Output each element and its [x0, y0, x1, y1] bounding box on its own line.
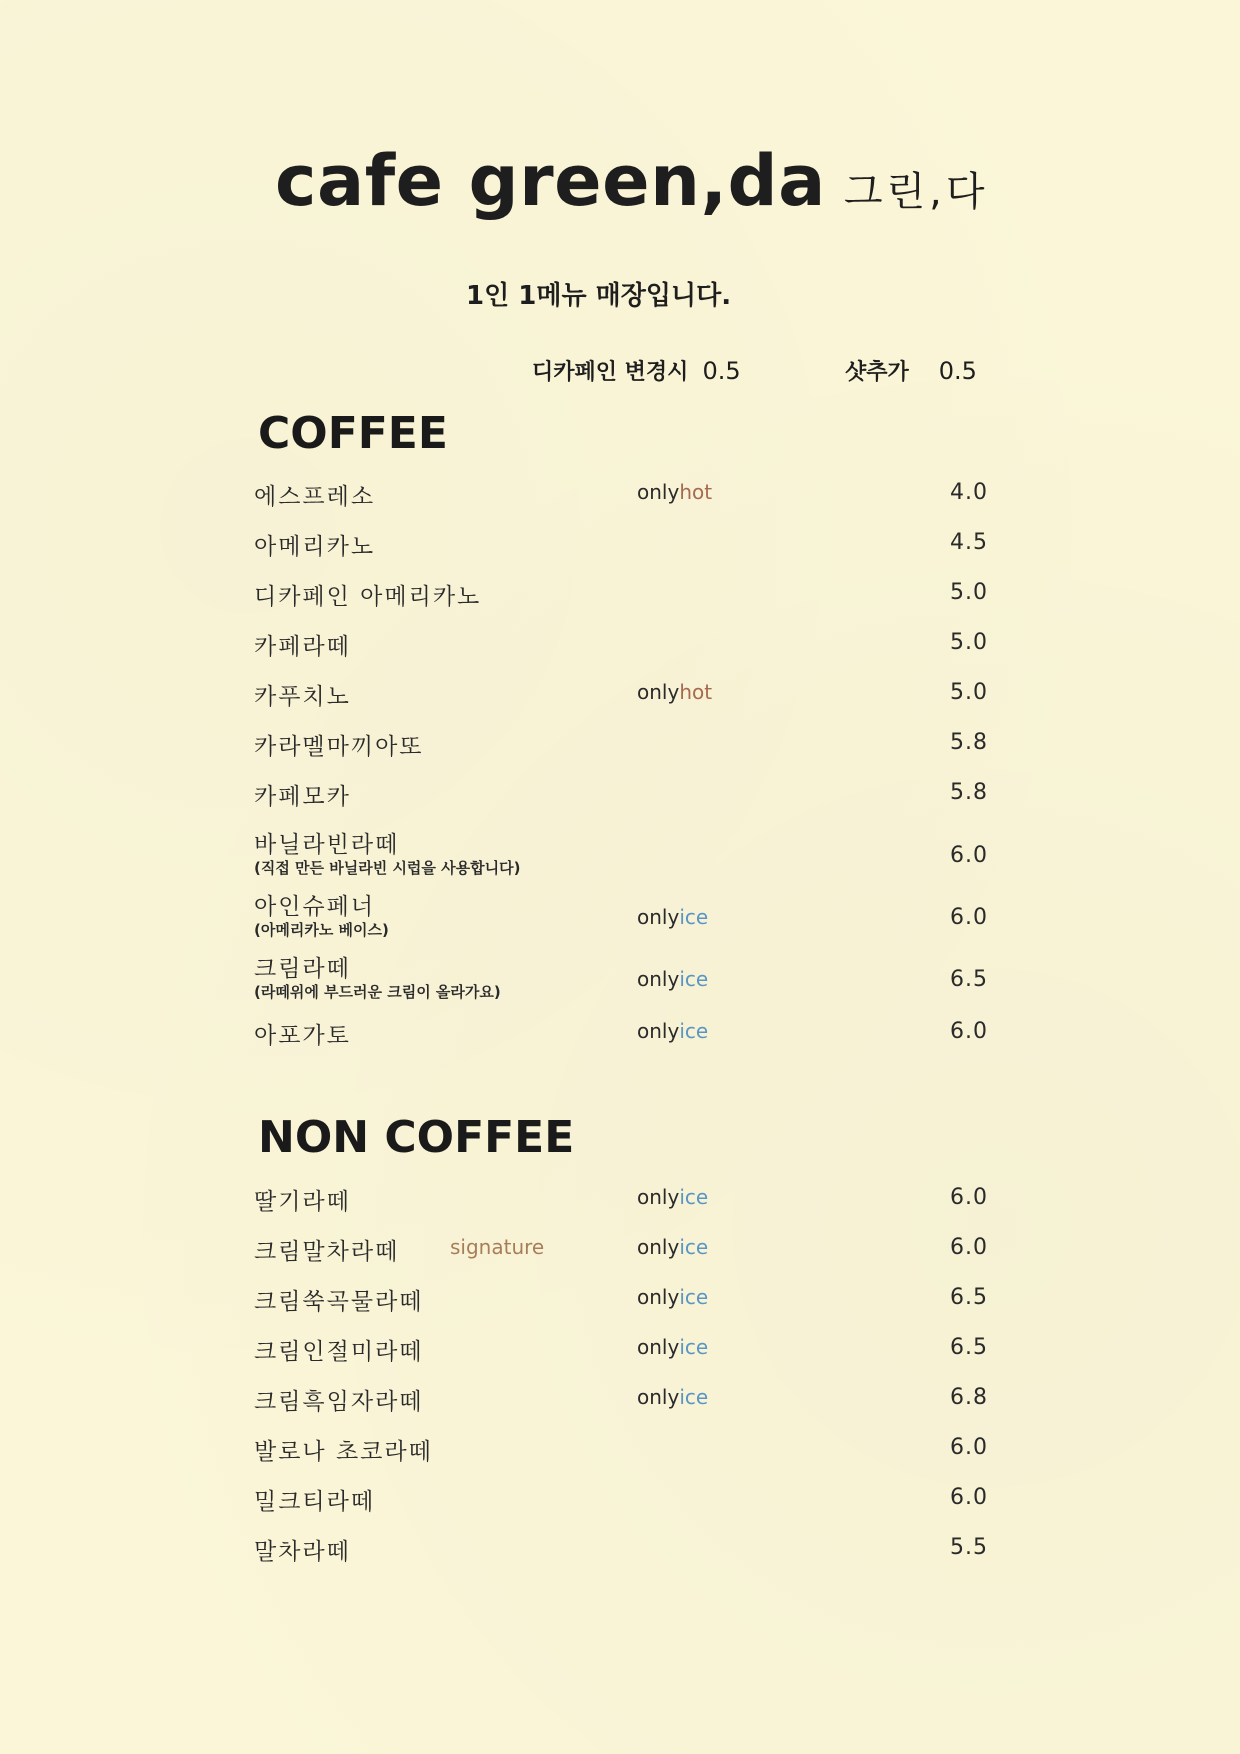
decaf-change-label: 디카페인 변경시: [532, 360, 689, 385]
item-price: 6.0: [950, 843, 988, 868]
temperature-tag: [637, 680, 712, 704]
one-menu-notice: 1인 1메뉴 매장입니다.: [466, 281, 732, 311]
cafe-title-ko: 그린,다: [843, 169, 989, 215]
item-price: 6.0: [950, 1019, 988, 1044]
item-description: (직접 만든 바닐라빈 시럽을 사용합니다): [254, 859, 521, 877]
temperature-label: hot: [679, 680, 713, 704]
item-price: 5.0: [950, 630, 988, 655]
item-description: (아메리카노 베이스): [254, 921, 389, 939]
only-label: only: [637, 967, 680, 991]
item-name: 카라멜마끼아또: [254, 734, 424, 760]
temperature-tag: [637, 1335, 708, 1359]
only-label: only: [637, 1185, 680, 1209]
temperature-tag: [637, 1285, 708, 1309]
item-price: 5.8: [950, 780, 988, 805]
temperature-tag: [637, 1185, 708, 1209]
temperature-label: ice: [679, 905, 709, 929]
item-name: 크림말차라떼: [254, 1239, 400, 1265]
item-name: 아포가토: [254, 1023, 351, 1049]
item-price: 5.5: [950, 1535, 988, 1560]
item-price: 6.0: [950, 1235, 988, 1260]
item-name: 딸기라떼: [254, 1189, 351, 1215]
item-price: 6.5: [950, 967, 988, 992]
cafe-title: [275, 140, 989, 222]
temperature-tag: [637, 1019, 708, 1043]
item-name: 바닐라빈라떼: [254, 832, 400, 858]
temperature-label: ice: [679, 1019, 709, 1043]
decaf-change-note: [532, 355, 741, 386]
temperature-label: ice: [679, 1385, 709, 1409]
temperature-label: ice: [679, 1285, 709, 1309]
item-price: 6.5: [950, 1335, 988, 1360]
item-name: 크림흑임자라떼: [254, 1389, 424, 1415]
coffee-heading: COFFEE: [258, 408, 448, 459]
item-price: 6.0: [950, 905, 988, 930]
item-name: 크림인절미라떼: [254, 1339, 424, 1365]
item-price: 4.5: [950, 530, 988, 555]
item-price: 6.5: [950, 1285, 988, 1310]
item-name: 밀크티라떼: [254, 1489, 376, 1515]
only-label: only: [637, 905, 680, 929]
only-label: only: [637, 1019, 680, 1043]
item-name: 카페모카: [254, 784, 351, 810]
item-price: 6.0: [950, 1485, 988, 1510]
non-coffee-heading: NON COFFEE: [258, 1112, 575, 1163]
item-price: 5.0: [950, 680, 988, 705]
signature-badge: signature: [450, 1235, 545, 1259]
item-price: 6.8: [950, 1385, 988, 1410]
item-name: 카푸치노: [254, 684, 351, 710]
temperature-tag: [637, 967, 708, 991]
item-price: 6.0: [950, 1185, 988, 1210]
item-price: 6.0: [950, 1435, 988, 1460]
item-price: 4.0: [950, 480, 988, 505]
temperature-label: ice: [679, 1185, 709, 1209]
temperature-tag: [637, 1385, 708, 1409]
temperature-tag: [637, 1235, 708, 1259]
temperature-label: ice: [679, 967, 709, 991]
temperature-tag: [637, 480, 712, 504]
only-label: only: [637, 1385, 680, 1409]
item-description: (라떼위에 부드러운 크림이 올라가요): [254, 983, 501, 1001]
item-name: 디카페인 아메리카노: [254, 584, 482, 610]
temperature-label: hot: [679, 480, 713, 504]
decaf-change-amount: 0.5: [702, 357, 741, 385]
item-name: 에스프레소: [254, 484, 376, 510]
only-label: only: [637, 1335, 680, 1359]
item-name: 크림쑥곡물라떼: [254, 1289, 424, 1315]
temperature-tag: [637, 905, 708, 929]
item-price: 5.8: [950, 730, 988, 755]
extra-shot-amount: 0.5: [938, 357, 977, 385]
cafe-title-en: cafe green,da: [275, 140, 826, 222]
extra-shot-label: 샷추가: [845, 360, 909, 385]
temperature-label: ice: [679, 1335, 709, 1359]
only-label: only: [637, 480, 680, 504]
item-name: 말차라떼: [254, 1539, 351, 1565]
extra-shot-note: [845, 355, 977, 386]
only-label: only: [637, 1285, 680, 1309]
only-label: only: [637, 680, 680, 704]
item-name: 카페라떼: [254, 634, 351, 660]
item-price: 5.0: [950, 580, 988, 605]
item-name: 크림라떼: [254, 956, 351, 982]
item-name: 아인슈페너: [254, 894, 376, 920]
temperature-label: ice: [679, 1235, 709, 1259]
only-label: only: [637, 1235, 680, 1259]
item-name: 아메리카노: [254, 534, 376, 560]
item-name: 발로나 초코라떼: [254, 1439, 433, 1465]
